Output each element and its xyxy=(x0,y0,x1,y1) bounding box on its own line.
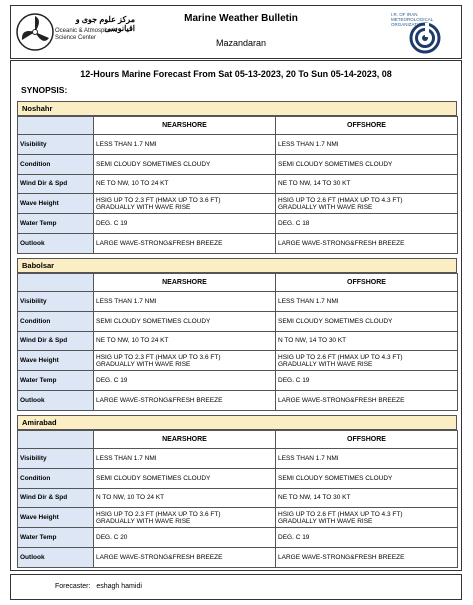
offshore-water-temp: DEG. C 18 xyxy=(276,214,458,234)
offshore-wind: N TO NW, 14 TO 30 KT xyxy=(276,331,458,351)
nearshore-wind: NE TO NW, 10 TO 24 KT xyxy=(94,331,276,351)
condition-label: Condition xyxy=(18,311,94,331)
forecaster-name: eshagh hamidi xyxy=(96,583,142,590)
irimo-logo xyxy=(391,10,457,56)
offshore-water-temp: DEG. C 19 xyxy=(276,528,458,548)
station-table xyxy=(17,430,458,568)
nearshore-wind: NE TO NW, 10 TO 24 KT xyxy=(94,174,276,194)
bulletin-title: Marine Weather Bulletin xyxy=(184,13,298,24)
wave-line-1: HSIG UP TO 2.3 FT (HMAX UP TO 3.6 FT) xyxy=(96,353,221,361)
nearshore-header: NEARSHORE xyxy=(94,274,276,292)
logo-persian-text: مرکز علوم جوی و اقیانوسی xyxy=(75,15,135,33)
forecaster-label: Forecaster: xyxy=(55,583,91,590)
wave-line-1: HSIG UP TO 2.6 FT (HMAX UP TO 4.3 FT) xyxy=(278,510,403,518)
offshore-outlook: LARGE WAVE-STRONG&FRESH BREEZE xyxy=(276,547,458,567)
offshore-wave-height xyxy=(276,351,458,371)
offshore-wind: NE TO NW, 14 TO 30 KT xyxy=(276,488,458,508)
station-babolsar xyxy=(17,258,457,411)
oasc-logo xyxy=(15,12,135,54)
nearshore-condition: SEMI CLOUDY SOMETIMES CLOUDY xyxy=(94,311,276,331)
offshore-outlook: LARGE WAVE-STRONG&FRESH BREEZE xyxy=(276,233,458,253)
header-blank-cell xyxy=(18,117,94,135)
region-name: Mazandaran xyxy=(215,38,267,48)
header-blank-cell xyxy=(18,431,94,449)
nearshore-condition: SEMI CLOUDY SOMETIMES CLOUDY xyxy=(94,154,276,174)
turbine-logo-icon xyxy=(15,12,55,52)
offshore-wave-height xyxy=(276,508,458,528)
offshore-visibility: LESS THAN 1.7 NMI xyxy=(276,135,458,155)
outlook-label: Outlook xyxy=(18,233,94,253)
offshore-header: OFFSHORE xyxy=(276,431,458,449)
header-blank-cell xyxy=(18,274,94,292)
nearshore-water-temp: DEG. C 20 xyxy=(94,528,276,548)
offshore-header: OFFSHORE xyxy=(276,117,458,135)
visibility-label: Visibility xyxy=(18,449,94,469)
logo-english-text: Oceanic & Atmospheric Science Center xyxy=(55,28,118,41)
nearshore-header: NEARSHORE xyxy=(94,431,276,449)
offshore-visibility: LESS THAN 1.7 NMI xyxy=(276,449,458,469)
station-name: Babolsar xyxy=(17,258,457,273)
offshore-visibility: LESS THAN 1.7 NMI xyxy=(276,292,458,312)
nearshore-wind: N TO NW, 10 TO 24 KT xyxy=(94,488,276,508)
wave-line-2: GRADUALLY WITH WAVE RISE xyxy=(278,517,373,525)
nearshore-visibility: LESS THAN 1.7 NMI xyxy=(94,449,276,469)
visibility-label: Visibility xyxy=(18,292,94,312)
synopsis-label: SYNOPSIS: xyxy=(21,85,68,95)
nearshore-outlook: LARGE WAVE-STRONG&FRESH BREEZE xyxy=(94,547,276,567)
offshore-condition: SEMI CLOUDY SOMETIMES CLOUDY xyxy=(276,468,458,488)
offshore-header: OFFSHORE xyxy=(276,274,458,292)
station-name: Amirabad xyxy=(17,415,457,430)
condition-label: Condition xyxy=(18,154,94,174)
outlook-label: Outlook xyxy=(18,547,94,567)
wave-line-1: HSIG UP TO 2.3 FT (HMAX UP TO 3.6 FT) xyxy=(96,510,221,518)
nearshore-wave-height xyxy=(94,508,276,528)
nearshore-water-temp: DEG. C 19 xyxy=(94,214,276,234)
station-amirabad xyxy=(17,415,457,568)
station-table xyxy=(17,116,458,254)
nearshore-visibility: LESS THAN 1.7 NMI xyxy=(94,135,276,155)
wave-line-2: GRADUALLY WITH WAVE RISE xyxy=(96,517,191,525)
wave-line-1: HSIG UP TO 2.6 FT (HMAX UP TO 4.3 FT) xyxy=(278,353,403,361)
nearshore-outlook: LARGE WAVE-STRONG&FRESH BREEZE xyxy=(94,390,276,410)
wave-line-2: GRADUALLY WITH WAVE RISE xyxy=(278,203,373,211)
station-name: Noshahr xyxy=(17,101,457,116)
wave-line-2: GRADUALLY WITH WAVE RISE xyxy=(96,203,191,211)
offshore-wave-height xyxy=(276,194,458,214)
bulletin-footer xyxy=(10,574,462,600)
spiral-emblem-icon xyxy=(409,22,441,54)
station-noshahr xyxy=(17,101,457,254)
outlook-label: Outlook xyxy=(18,390,94,410)
station-table xyxy=(17,273,458,411)
wave-line-1: HSIG UP TO 2.3 FT (HMAX UP TO 3.6 FT) xyxy=(96,196,221,204)
nearshore-water-temp: DEG. C 19 xyxy=(94,371,276,391)
wind-label: Wind Dir & Spd xyxy=(18,488,94,508)
wind-label: Wind Dir & Spd xyxy=(18,174,94,194)
nearshore-wave-height xyxy=(94,194,276,214)
offshore-water-temp: DEG. C 19 xyxy=(276,371,458,391)
wave-line-2: GRADUALLY WITH WAVE RISE xyxy=(96,360,191,368)
water-temp-label: Water Temp xyxy=(18,214,94,234)
wave-height-label: Wave Height xyxy=(18,508,94,528)
forecast-title: 12-Hours Marine Forecast From Sat 05-13-2023, 20 To Sun 05-14-2023, 08 xyxy=(80,69,392,79)
nearshore-condition: SEMI CLOUDY SOMETIMES CLOUDY xyxy=(94,468,276,488)
nearshore-wave-height xyxy=(94,351,276,371)
condition-label: Condition xyxy=(18,468,94,488)
wave-line-1: HSIG UP TO 2.6 FT (HMAX UP TO 4.3 FT) xyxy=(278,196,403,204)
offshore-condition: SEMI CLOUDY SOMETIMES CLOUDY xyxy=(276,311,458,331)
water-temp-label: Water Temp xyxy=(18,371,94,391)
forecast-panel xyxy=(10,60,462,571)
nearshore-visibility: LESS THAN 1.7 NMI xyxy=(94,292,276,312)
irimo-logo-text: I.R. OF IRAN METEOROLOGICAL ORGANIZATION xyxy=(391,12,434,27)
offshore-outlook: LARGE WAVE-STRONG&FRESH BREEZE xyxy=(276,390,458,410)
offshore-condition: SEMI CLOUDY SOMETIMES CLOUDY xyxy=(276,154,458,174)
visibility-label: Visibility xyxy=(18,135,94,155)
wave-height-label: Wave Height xyxy=(18,194,94,214)
nearshore-outlook: LARGE WAVE-STRONG&FRESH BREEZE xyxy=(94,233,276,253)
nearshore-header: NEARSHORE xyxy=(94,117,276,135)
wind-label: Wind Dir & Spd xyxy=(18,331,94,351)
wave-height-label: Wave Height xyxy=(18,351,94,371)
offshore-wind: NE TO NW, 14 TO 30 KT xyxy=(276,174,458,194)
bulletin-header xyxy=(10,5,462,59)
wave-line-2: GRADUALLY WITH WAVE RISE xyxy=(278,360,373,368)
forecaster-line xyxy=(55,583,146,590)
water-temp-label: Water Temp xyxy=(18,528,94,548)
